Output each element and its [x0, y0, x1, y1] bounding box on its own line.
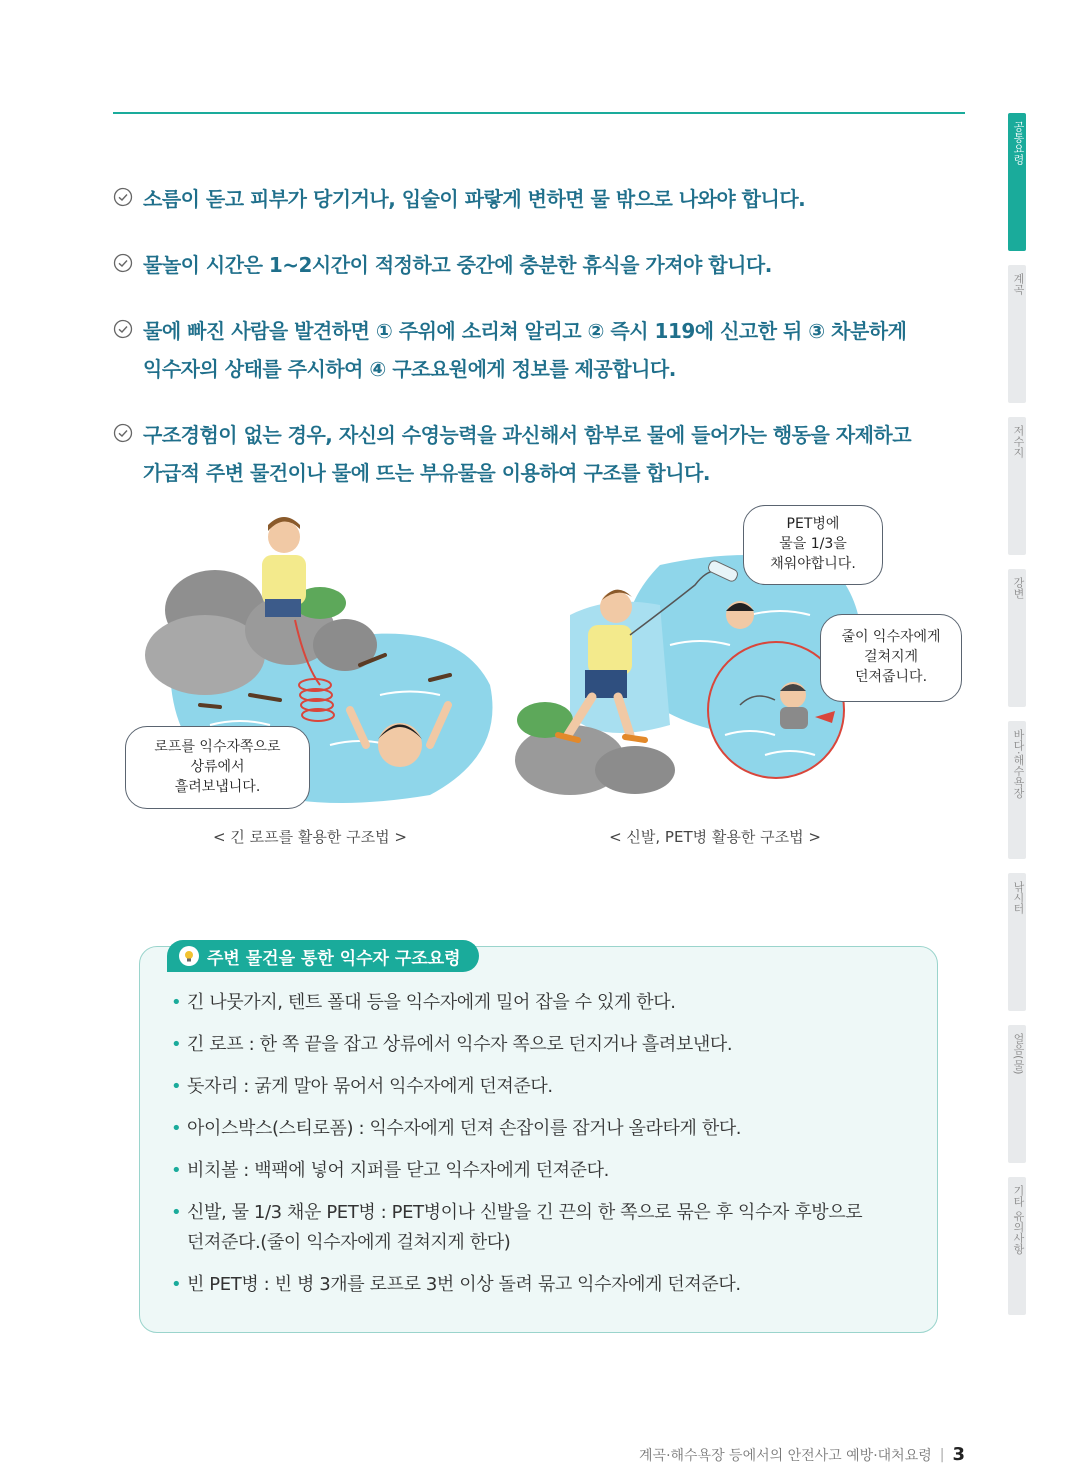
check-circle-icon: [113, 253, 133, 273]
check-item: [113, 312, 973, 388]
tips-heading: [167, 940, 479, 972]
check-text-line: 물에 빠진 사람을 발견하면 ① 주위에 소리쳐 알리고 ② 즉시 119에 신고한 뒤 ③ 차분하게: [143, 319, 907, 343]
right-speech-bubble: [820, 614, 962, 702]
side-tab-label: 기타 유의사항: [1012, 1185, 1025, 1255]
lightbulb-icon: [179, 946, 199, 966]
check-text: [143, 416, 911, 492]
left-speech-bubble: [125, 726, 310, 809]
bubble-line: 걸쳐지게: [863, 649, 919, 665]
tip-line: • 신발, 물 1/3 채운 PET병 : PET병이나 신발을 긴 끈의 한 쪽으로 묶은 후 익수자 후방으로: [187, 1202, 863, 1223]
tip-item: • 긴 나뭇가지, 텐트 폴대 등을 익수자에게 밀어 잡을 수 있게 한다.: [171, 988, 911, 1018]
tips-title: 주변 물건을 통한 익수자 구조요령: [207, 948, 461, 969]
bubble-line: 로프를 익수자쪽으로: [154, 739, 281, 755]
check-circle-icon: [113, 187, 133, 207]
side-tab-ice[interactable]: [1008, 1025, 1026, 1163]
side-tab-label: 얼음(물): [1012, 1033, 1025, 1075]
check-text: 소름이 돋고 피부가 당기거나, 입술이 파랗게 변하면 물 밖으로 나와야 합니다.: [143, 187, 806, 211]
tip-item: • 빈 PET병 : 빈 병 3개를 로프로 3번 이상 돌려 묶고 익수자에게 던져준다.: [171, 1270, 911, 1300]
side-tab-reservoir[interactable]: [1008, 417, 1026, 555]
bubble-line: PET병에: [786, 516, 840, 532]
tip-item: • 비치볼 : 백팩에 넣어 지퍼를 닫고 익수자에게 던져준다.: [171, 1156, 911, 1186]
bubble-line: 줄이 익수자에게: [841, 629, 941, 645]
top-speech-bubble: [743, 505, 883, 585]
side-tab-beach[interactable]: [1008, 721, 1026, 859]
tip-item: • 돗자리 : 굵게 말아 묶어서 익수자에게 던져준다.: [171, 1072, 911, 1102]
side-tab-label: 강변: [1012, 577, 1025, 599]
left-caption: < 긴 로프를 활용한 구조법 >: [213, 828, 407, 846]
footer-title: 계곡·해수욕장 등에서의 안전사고 예방·대처요령: [639, 1447, 932, 1464]
check-circle-icon: [113, 423, 133, 443]
top-rule: [113, 112, 965, 114]
side-tab-label: 저수지: [1012, 425, 1025, 458]
side-tab-valley[interactable]: [1008, 265, 1026, 403]
side-tab-label: 공통요령: [1012, 121, 1025, 165]
right-caption: < 신발, PET병 활용한 구조법 >: [609, 828, 821, 846]
check-text: [143, 312, 906, 388]
check-text-line: 구조경험이 없는 경우, 자신의 수영능력을 과신해서 함부로 물에 들어가는 행동을 자제하고: [143, 423, 912, 447]
tip-line: 던져준다.(줄이 익수자에게 걸쳐지게 한다): [187, 1232, 511, 1253]
bubble-line: 물을 1/3을: [779, 536, 847, 552]
tip-item: • 긴 로프 : 한 쪽 끝을 잡고 상류에서 익수자 쪽으로 던지거나 흘려보낸다.: [171, 1030, 911, 1060]
bubble-line: 상류에서: [190, 759, 245, 775]
checklist: [113, 180, 973, 520]
side-tab-label: 계곡: [1012, 273, 1025, 295]
check-text: 물놀이 시간은 1~2시간이 적정하고 중간에 충분한 휴식을 가져야 합니다.: [143, 253, 772, 277]
tip-item: • 아이스박스(스티로폼) : 익수자에게 던져 손잡이를 잡거나 올라타게 한다.: [171, 1114, 911, 1144]
check-text-line: 익수자의 상태를 주시하여 ④ 구조요원에게 정보를 제공합니다.: [143, 357, 676, 381]
check-text-line: 가급적 주변 물건이나 물에 뜨는 부유물을 이용하여 구조를 합니다.: [143, 461, 710, 485]
check-item: [113, 246, 973, 284]
side-tab-other[interactable]: [1008, 1177, 1026, 1315]
check-item: [113, 416, 973, 492]
check-item: [113, 180, 973, 218]
check-circle-icon: [113, 319, 133, 339]
side-tab-riverside[interactable]: [1008, 569, 1026, 707]
footer-separator: |: [939, 1446, 945, 1463]
side-tab-label: 바다·해수욕장: [1012, 729, 1025, 799]
bubble-line: 채워야합니다.: [770, 556, 856, 572]
side-tab-label: 낚시터: [1012, 881, 1025, 914]
bubble-line: 던져줍니다.: [854, 669, 928, 685]
bubble-line: 흘려보냅니다.: [174, 779, 261, 795]
side-tab-common[interactable]: [1008, 113, 1026, 251]
page-number: 3: [952, 1444, 965, 1465]
page-footer: [639, 1444, 965, 1465]
side-tab-fishing[interactable]: [1008, 873, 1026, 1011]
tip-item: [171, 1198, 911, 1258]
tips-list: [171, 988, 911, 1312]
